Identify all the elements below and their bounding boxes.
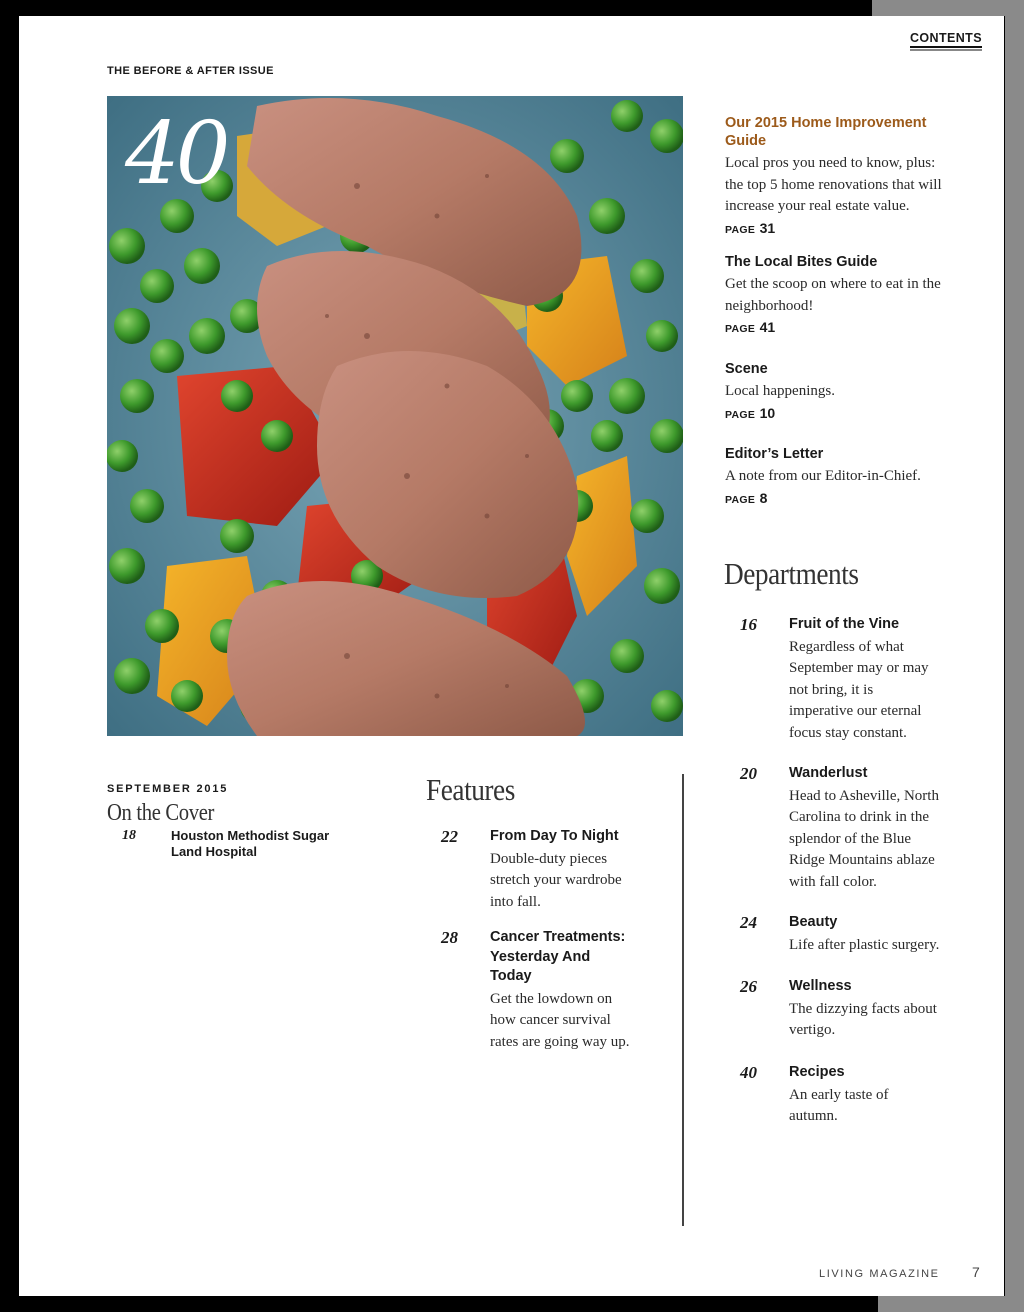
entry-description: An early taste of autumn. <box>789 1086 889 1124</box>
toc-item[interactable] <box>725 445 955 508</box>
section-tag-rule-secondary <box>910 49 982 51</box>
toc-page-label: PAGE <box>725 408 756 421</box>
cover-story-page-number: 18 <box>122 828 136 843</box>
toc-item-title: Our 2015 Home Improvement Guide <box>725 115 927 149</box>
cover-photo <box>107 96 683 736</box>
toc-item-page <box>725 220 955 238</box>
toc-item[interactable] <box>725 114 955 238</box>
entry-title: Fruit of the Vine <box>789 616 900 632</box>
frame-accent-right <box>1005 16 1024 1312</box>
entry-title: Beauty <box>789 914 838 930</box>
toc-item-description: A note from our Editor-in-Chief. <box>725 468 921 484</box>
toc-item-page <box>725 319 955 337</box>
toc-item-title: Scene <box>725 361 768 377</box>
toc-page-number: 10 <box>759 404 776 421</box>
toc-page-label: PAGE <box>725 223 756 236</box>
entry-description: Get the lowdown on how cancer survival rates are going way up. <box>490 990 630 1050</box>
entry-page-number: 40 <box>740 1063 757 1082</box>
entry-page-number: 26 <box>740 977 757 996</box>
features-heading: Features <box>426 772 515 807</box>
toc-item-page <box>725 405 955 423</box>
issue-date: SEPTEMBER 2015 <box>107 783 229 795</box>
entry-page-number: 20 <box>740 764 757 783</box>
column-divider <box>682 774 684 1226</box>
toc-item-title: The Local Bites Guide <box>725 254 878 270</box>
toc-item-description: Get the scoop on where to eat in the neighborhood! <box>725 276 941 314</box>
cover-photo-page-number: 40 <box>125 104 227 204</box>
entry-page-number: 28 <box>441 928 458 947</box>
entry-description: The dizzying facts about vertigo. <box>789 1000 937 1038</box>
entry-description: Life after plastic surgery. <box>789 936 940 953</box>
toc-page-number: 8 <box>759 489 768 506</box>
magazine-page <box>19 16 1004 1296</box>
toc-item-title: Editor’s Letter <box>725 446 824 462</box>
departments-heading: Departments <box>724 556 859 591</box>
entry-title: Cancer Treatments: Yesterday And Today <box>490 929 626 984</box>
section-tag: CONTENTS <box>910 31 982 45</box>
toc-item[interactable] <box>725 253 955 337</box>
toc-item-page <box>725 490 955 508</box>
section-tag-rule <box>910 46 982 48</box>
cover-story-title[interactable]: Houston Methodist Sugar Land Hospital <box>171 828 330 859</box>
entry-title: Wanderlust <box>789 765 868 781</box>
toc-item-description: Local pros you need to know, plus: the top 5 home renovations that will increase your real estate value. <box>725 155 942 214</box>
toc-item-description: Local happenings. <box>725 383 835 399</box>
toc-page-label: PAGE <box>725 323 756 335</box>
issue-title: THE BEFORE & AFTER ISSUE <box>107 65 274 77</box>
entry-page-number: 22 <box>441 827 458 846</box>
toc-page-label: PAGE <box>725 493 756 506</box>
toc-item[interactable] <box>725 360 955 423</box>
entry-description: Regardless of what September may or may not bring, it is imperative our eternal focus stay constant. <box>789 638 929 741</box>
toc-page-number: 31 <box>759 219 776 236</box>
entry-description: Double-duty pieces stretch your wardrobe into fall. <box>490 850 622 910</box>
footer-page-number: 7 <box>972 1264 980 1280</box>
on-the-cover-heading: On the Cover <box>107 800 215 826</box>
entry-page-number: 16 <box>740 615 757 634</box>
entry-page-number: 24 <box>740 913 757 932</box>
entry-title: From Day To Night <box>490 828 619 844</box>
entry-title: Wellness <box>789 978 852 994</box>
entry-description: Head to Asheville, North Carolina to drink in the splendor of the Blue Ridge Mountains ablaze with fall color. <box>789 787 939 890</box>
entry-title: Recipes <box>789 1064 845 1080</box>
footer-magazine-name: LIVING MAGAZINE <box>819 1268 940 1280</box>
toc-page-number: 41 <box>759 319 776 335</box>
frame-accent-top <box>872 0 1024 16</box>
frame-accent-bottom <box>878 1296 1024 1312</box>
